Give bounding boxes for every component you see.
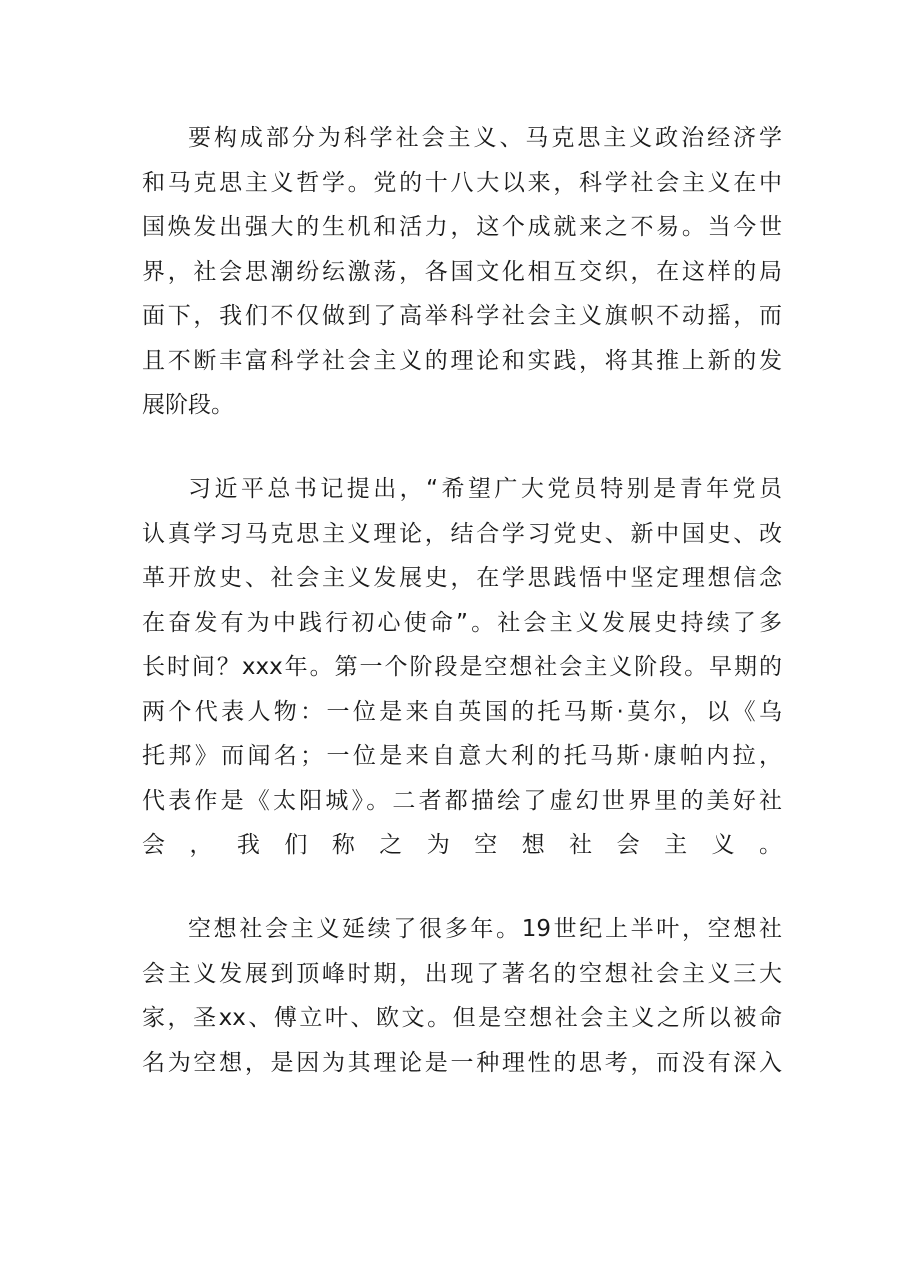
text-line: 家，圣xx、傅立叶、欧文。但是空想社会主义之所以被命 [142, 1005, 782, 1031]
text-line: 习近平总书记提出，“希望广大党员特别是青年党员 [188, 476, 782, 502]
text-line: 要构成部分为科学社会主义、马克思主义政治经济学 [188, 125, 782, 151]
text-line: 在奋发有为中践行初心使命”。社会主义发展史持续了多 [142, 609, 782, 636]
text-line: 名为空想，是因为其理论是一种理性的思考，而没有深入 [142, 1049, 782, 1076]
text-line: 面下，我们不仅做到了高举科学社会主义旗帜不动摇，而 [142, 303, 782, 329]
text-line: 认真学习马克思主义理论，结合学习党史、新中国史、改 [142, 520, 782, 547]
text-line: 国焕发出强大的生机和活力，这个成就来之不易。当今世 [142, 214, 782, 240]
text-line: 和马克思主义哲学。党的十八大以来，科学社会主义在中 [142, 169, 782, 196]
text-line: 空想社会主义延续了很多年。19世纪上半叶，空想社 [188, 916, 782, 942]
text-line: 代表作是《太阳城》。二者都描绘了虚幻世界里的美好社 [142, 787, 782, 814]
paragraph-1 [142, 116, 782, 428]
text-line: 两个代表人物：一位是来自英国的托马斯·莫尔，以《乌 [142, 698, 782, 725]
text-line: 长时间？xxx年。第一个阶段是空想社会主义阶段。早期的 [142, 654, 782, 680]
text-line: 革开放史、社会主义发展史，在学思践悟中坚定理想信念 [142, 565, 782, 591]
text-line [142, 868, 782, 913]
text-line: 展阶段。 [142, 392, 234, 418]
text-line: 会主义发展到顶峰时期，出现了著名的空想社会主义三大 [142, 960, 782, 987]
text-line: 会，我们称之为空想社会主义。 [142, 832, 782, 858]
text-line: 托邦》而闻名；一位是来自意大利的托马斯·康帕内拉， [142, 743, 782, 769]
text-line: 且不断丰富科学社会主义的理论和实践，将其推上新的发 [142, 347, 782, 374]
text-line: 界，社会思潮纷纭激荡，各国文化相互交织，在这样的局 [142, 258, 782, 285]
paragraph-2 [142, 467, 782, 912]
paragraph-3 [142, 907, 782, 1085]
